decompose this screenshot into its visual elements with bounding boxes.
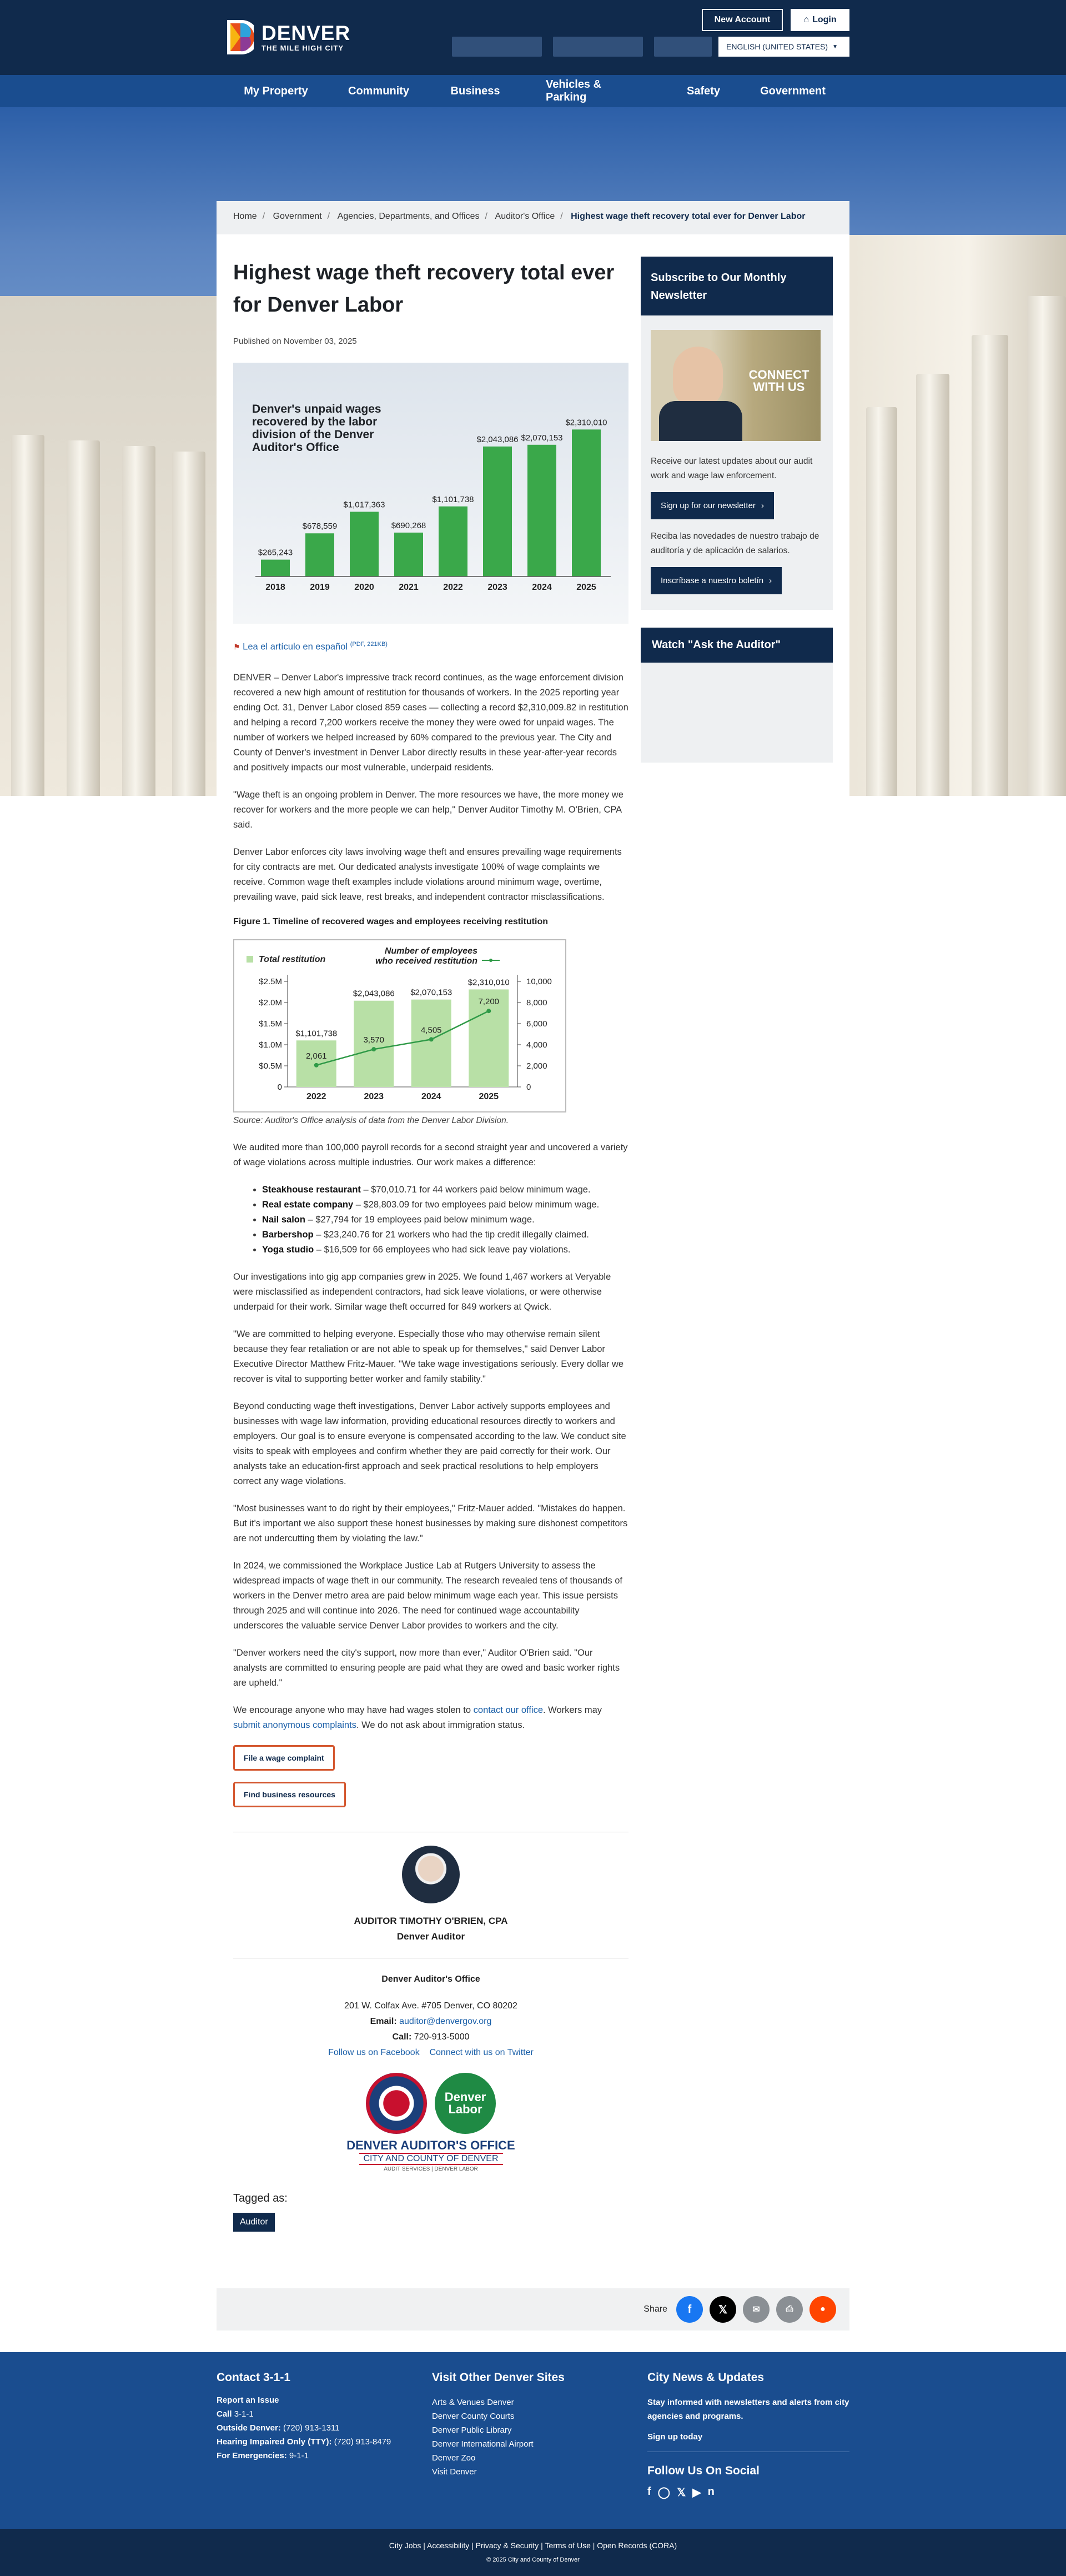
watch-ask-auditor[interactable]: Watch "Ask the Auditor" — [641, 628, 833, 663]
newsletter-signup-button[interactable]: Sign up for our newsletter › — [651, 492, 774, 519]
header-placeholder — [452, 37, 542, 57]
figure-caption: Source: Auditor's Office analysis of data from the Denver Labor Division. — [233, 1115, 509, 1125]
footer-social-title: Follow Us On Social — [647, 2464, 760, 2477]
bar-value-label: $1,101,738 — [295, 1028, 338, 1038]
subscribe-title: Subscribe to Our Monthly Newsletter — [641, 257, 833, 315]
emergency-link[interactable]: 9-1-1 — [289, 2451, 309, 2460]
office-logos — [233, 2073, 628, 2172]
bar-value-label: $2,070,153 — [521, 433, 563, 443]
y-left-tick-label: $1.5M — [259, 1019, 282, 1029]
article-paragraph: We audited more than 100,000 payroll records for a second straight year and uncovered a variety of wage violations across multiple industries. Our work makes a difference: — [233, 1142, 628, 1167]
reddit-share-icon[interactable]: ● — [809, 2296, 836, 2323]
footer-contact-title: Contact 3-1-1 — [217, 2371, 291, 2384]
article-paragraph: DENVER – Denver Labor's impressive track record continues, as the wage enforcement division recovered a new high amount of restitution for thousands of workers. In the 2025 reporting year ending Oct. 31, Denver Labor closed 859 cases — collecting a record $2,310,009.82 in restitution and helping a record 7,200 workers receive the money they were owed for unpaid wages. The number of workers we helped increased by 60% compared to the previous year. The City and County of Denver's investment in Denver Labor directly results in these year-after-year records and positively impacts our most vulnerable, underpaid residents. — [233, 672, 628, 773]
login-button[interactable] — [791, 9, 849, 31]
y-left-tick-label: $1.0M — [259, 1040, 282, 1050]
sidebar — [641, 257, 833, 2232]
city-seal-icon — [366, 2073, 427, 2134]
outside-denver-link[interactable]: (720) 913-1311 — [283, 2423, 340, 2433]
x-tick-label: 2023 — [487, 583, 507, 592]
share-bar — [217, 2288, 849, 2331]
bar-value-label: $265,243 — [258, 548, 293, 558]
y-left-tick-label: $2.5M — [259, 976, 282, 986]
bar-value-label: $2,310,010 — [467, 977, 510, 987]
tty-link[interactable]: (720) 913-8479 — [334, 2437, 391, 2447]
wages-bar-chart — [233, 363, 628, 624]
chart-bar — [394, 533, 423, 577]
chart-bar — [527, 445, 556, 577]
auditor-profile — [233, 1846, 628, 1944]
article-paragraph: In 2024, we commissioned the Workplace Justice Lab at Rutgers University to assess the widespread impacts of wage theft in our community. The research revealed tens of thousands of workers in the Denver metro area are paid below minimum wage each year. This issue persists through 2025 and will continue into 2026. The need for continued wage accountability underscores the valuable service Denver Labor provides to workers and the city. — [233, 1560, 623, 1631]
footer-bottom — [0, 2529, 1066, 2576]
bar-value-label: $678,559 — [302, 522, 338, 532]
x-tick-label: 2018 — [265, 583, 285, 592]
x-tick-label: 2022 — [443, 583, 463, 592]
denver-logo-icon — [225, 19, 254, 56]
office-contact — [233, 1972, 628, 2061]
footer-site-link[interactable]: Denver County Courts — [432, 2412, 515, 2421]
auditor-name: AUDITOR TIMOTHY O'BRIEN, CPA — [354, 1915, 508, 1926]
nav-government[interactable]: Government — [760, 84, 826, 97]
office-email-row: Email: auditor@denvergov.org — [370, 2016, 492, 2026]
contact-office-link[interactable]: contact our office — [473, 1705, 544, 1715]
legend-point — [489, 959, 492, 962]
chevron-right-icon: › — [769, 576, 772, 585]
footer-contact: Contact 3-1-1 Report an Issue Call 3-1-1 Outside Denver: (720) 913-1311 Hearing Impaired Only (TTY): (720) 913-8479 For Emergencies: 9-1-1 — [217, 2371, 405, 2463]
newsletter-signup-es-button[interactable]: Inscríbase a nuestro boletín › — [651, 567, 782, 594]
report-issue-link[interactable]: Report an Issue — [217, 2395, 279, 2405]
call-311-link[interactable]: 3-1-1 — [234, 2409, 254, 2419]
line-point — [371, 1047, 376, 1051]
email-share-icon[interactable]: ✉ — [743, 2296, 770, 2323]
spanish-article-link[interactable]: Lea el artículo en español — [243, 642, 348, 652]
instagram-icon[interactable]: ◯ — [657, 2487, 671, 2499]
x-tick-label: 2025 — [479, 1091, 499, 1101]
list-item: • Nail salon – $27,794 for 19 employees paid below minimum wage. — [262, 1212, 628, 1227]
x-tick-label: 2023 — [364, 1091, 384, 1101]
file-wage-complaint-button[interactable]: File a wage complaint — [233, 1745, 335, 1771]
article-paragraph: We encourage anyone who may have had wages stolen to contact our office. Workers may submit anonymous complaints. We do not ask about immigration status. — [233, 1705, 602, 1730]
breadcrumb-home[interactable]: Home — [233, 212, 257, 221]
youtube-icon[interactable]: ▶ — [692, 2487, 701, 2499]
article-paragraph: Beyond conducting wage theft investigations, Denver Labor actively supports employees and businesses with wage law information, providing educational resources directly to workers and employers. Our goal is to ensure everyone is compensated according to the law. We conduct site visits to speak with employees and confirm whether they are paid correctly for their work. Our analysts take an education-first approach and seek practical resolutions to help employers correct any wage violations. — [233, 1401, 626, 1486]
nav-vehicles-parking[interactable]: Vehicles & Parking — [546, 78, 602, 103]
published-date: Published on November 03, 2025 — [233, 337, 357, 346]
language-select[interactable] — [718, 37, 849, 57]
signup-today-link[interactable]: Sign up today — [647, 2432, 703, 2442]
tag-auditor[interactable]: Auditor — [233, 2213, 275, 2232]
x-icon[interactable]: 𝕏 — [677, 2487, 686, 2499]
language-label: ENGLISH (UNITED STATES) — [726, 42, 828, 51]
print-share-icon[interactable]: ⎙ — [776, 2296, 803, 2323]
site-header — [0, 0, 1066, 75]
footer-site-link[interactable]: Denver Public Library — [432, 2425, 512, 2435]
footer-site-link[interactable]: Arts & Venues Denver — [432, 2398, 514, 2407]
nextdoor-icon[interactable]: n — [707, 2485, 715, 2498]
y-right-tick-label: 4,000 — [526, 1040, 547, 1050]
y-left-tick-label: 0 — [277, 1082, 282, 1092]
footer-news-title: City News & Updates — [647, 2371, 765, 2384]
social-links-row — [233, 2045, 628, 2061]
x-tick-label: 2024 — [421, 1091, 441, 1101]
timeline-chart-svg — [234, 940, 565, 1111]
email-link[interactable]: auditor@denvergov.org — [399, 2016, 492, 2026]
bar-value-label: $2,043,086 — [353, 989, 395, 999]
article-paragraph: Our investigations into gig app companies grew in 2025. We found 1,467 workers at Veryable were misclassified as independent contractors, had sick leave violations, or were otherwise underpaid for their work. Similar wage theft occurred for 849 workers at Qwick. — [233, 1271, 611, 1312]
x-share-icon[interactable]: 𝕏 — [710, 2296, 736, 2323]
article-paragraph: "We are committed to helping everyone. Especially those who may otherwise remain silent because they fear retaliation or are not able to speak up for themselves," said Denver Labor Executive Director Matthew Fritz-Mauer. "We take wage investigations seriously. Every dollar we recover is vital to supporting better worker and family stability." — [233, 1329, 624, 1384]
content-card — [217, 201, 849, 2232]
line-value-label: 4,505 — [420, 1025, 442, 1035]
nav-business[interactable]: Business — [450, 84, 500, 97]
find-business-resources-button[interactable]: Find business resources — [233, 1782, 346, 1807]
y-left-tick-label: $2.0M — [259, 998, 282, 1008]
x-tick-label: 2021 — [399, 583, 419, 592]
chart-title: Denver's unpaid wages recovered by the labor division of the Denver Auditor's Office — [252, 403, 381, 454]
chevron-right-icon: › — [761, 501, 764, 510]
office-title: Denver Auditor's Office — [381, 1974, 480, 1984]
y-right-tick-label: 6,000 — [526, 1019, 547, 1029]
denver-logo[interactable] — [225, 19, 350, 56]
nav-safety[interactable]: Safety — [686, 84, 721, 97]
y-right-tick-label: 8,000 — [526, 998, 547, 1008]
bar-value-label: $2,043,086 — [476, 434, 519, 444]
newsletter-photo — [651, 330, 821, 441]
line-value-label: 2,061 — [305, 1051, 327, 1061]
logo-subtitle: THE MILE HIGH CITY — [262, 43, 344, 52]
pdf-icon: ⚑ — [233, 642, 240, 651]
login-label: Login — [812, 15, 837, 24]
breadcrumb-auditors-office[interactable]: Auditor's Office — [495, 212, 555, 221]
article-paragraph: Denver Labor enforces city laws involving wage theft and ensures prevailing wage requirements for city contracts are met. Our dedicated analysts investigate 100% of wage complaints we receive. Common wage theft examples include violations around minimum wage, overtime, prevailing wave, paid sick leave, rest breaks, and independent contractor misclassifications. — [233, 846, 622, 902]
anonymous-complaints-link[interactable]: submit anonymous complaints — [233, 1720, 356, 1730]
article — [233, 257, 628, 2232]
newsletter-text-en: Receive our latest updates about our audit work and wage law enforcement. — [651, 457, 813, 480]
logo-title: DENVER — [262, 21, 351, 44]
x-tick-label: 2020 — [354, 583, 374, 592]
chart-bar — [305, 533, 334, 577]
footer-news — [647, 2371, 849, 2499]
timeline-chart — [233, 939, 566, 1112]
copyright: © 2025 City and County of Denver — [486, 2557, 580, 2563]
line-point — [429, 1037, 434, 1041]
breadcrumb: Home / Government / Agencies, Departments, and Offices / Auditor's Office / Highest wage theft recovery total ever for Denver Labor — [217, 201, 849, 234]
auditor-avatar — [402, 1846, 460, 1903]
y-right-tick-label: 2,000 — [526, 1061, 547, 1071]
legend-label: Number of employees — [384, 946, 477, 956]
watch-panel — [641, 663, 833, 763]
line-point — [486, 1009, 491, 1013]
legend-swatch — [247, 956, 253, 963]
x-tick-label: 2024 — [532, 583, 552, 592]
footer-bottom-links[interactable]: City Jobs | Accessibility | Privacy & Security | Terms of Use | Open Records (CORA) — [389, 2541, 677, 2550]
y-right-tick-label: 10,000 — [526, 976, 552, 986]
footer-news-text: Stay informed with newsletters and alerts from city agencies and programs. — [647, 2398, 849, 2421]
list-item: • Yoga studio – $16,509 for 66 employees who had sick leave pay violations. — [262, 1242, 628, 1257]
figure-title: Figure 1. Timeline of recovered wages and employees receiving restitution — [233, 916, 548, 926]
footer-sites — [432, 2371, 621, 2479]
main-nav — [0, 75, 1066, 107]
wages-bar-chart-svg — [233, 363, 628, 624]
subscribe-panel — [641, 315, 833, 610]
denver-labor-seal: Denver Labor — [435, 2073, 496, 2134]
auditor-logo-line2: CITY AND COUNTY OF DENVER — [359, 2153, 503, 2165]
legend-label: who received restitution — [375, 956, 477, 966]
chart-bar — [572, 429, 601, 577]
breadcrumb-current: Highest wage theft recovery total ever for Denver Labor — [571, 212, 806, 221]
auditor-logo-line1: DENVER AUDITOR'S OFFICE — [346, 2138, 515, 2152]
list-item: • Steakhouse restaurant – $70,010.71 for 44 workers paid below minimum wage. — [262, 1182, 628, 1197]
breadcrumb-government[interactable]: Government — [273, 212, 322, 221]
footer-site-link[interactable]: Denver International Airport — [432, 2439, 534, 2449]
page-title: Highest wage theft recovery total ever for Denver Labor — [233, 261, 615, 317]
list-item: • Real estate company – $28,803.09 for two employees paid below minimum wage. — [262, 1197, 628, 1212]
share-label: Share — [643, 2304, 667, 2314]
list-item: • Barbershop – $23,240.76 for 21 workers who had the tip credit illegally claimed. — [262, 1227, 628, 1242]
article-paragraph: "Wage theft is an ongoing problem in Denver. The more resources we have, the more money we recover for workers and the more people we can help," Denver Auditor Timothy M. O'Brien, CPA said. — [233, 789, 623, 830]
line-point — [314, 1063, 319, 1067]
line-value-label: 7,200 — [478, 996, 500, 1006]
auditor-title: Denver Auditor — [396, 1931, 465, 1942]
line-value-label: 3,570 — [363, 1035, 385, 1045]
x-tick-label: 2022 — [306, 1091, 326, 1101]
spanish-link-row — [233, 637, 628, 655]
facebook-share-icon[interactable]: f — [676, 2296, 703, 2323]
violations-list — [262, 1182, 628, 1257]
chevron-down-icon: ▼ — [832, 43, 838, 50]
bar-value-label: $2,310,010 — [565, 418, 607, 428]
bar-value-label: $690,268 — [391, 520, 426, 530]
nav-community[interactable]: Community — [348, 84, 409, 97]
facebook-link[interactable]: Follow us on Facebook — [328, 2047, 420, 2057]
header-placeholder — [553, 37, 643, 57]
y-right-tick-label: 0 — [526, 1082, 531, 1092]
footer-sites-title: Visit Other Denver Sites — [432, 2371, 565, 2384]
footer-site-link[interactable]: Visit Denver — [432, 2467, 477, 2477]
pdf-meta: (PDF, 221KB) — [350, 641, 388, 648]
chart-bar — [261, 560, 290, 577]
twitter-link[interactable]: Connect with us on Twitter — [429, 2047, 534, 2057]
chart-bar — [350, 512, 379, 577]
breadcrumb-agencies[interactable]: Agencies, Departments, and Offices — [337, 212, 480, 221]
series-line — [316, 1011, 489, 1065]
article-paragraph: "Denver workers need the city's support, now more than ever," Auditor O'Brien said. "Our analysts are committed to ensuring people are paid what they are owed and basic worker rights are upheld." — [233, 1647, 620, 1688]
office-phone-row: Call: 720-913-5000 — [392, 2032, 470, 2042]
bar-value-label: $2,070,153 — [410, 988, 452, 998]
chart-bar — [439, 507, 467, 577]
x-tick-label: 2019 — [310, 583, 330, 592]
nav-my-property[interactable]: My Property — [244, 84, 308, 97]
bar-value-label: $1,017,363 — [343, 500, 385, 510]
auditor-logo-line3: AUDIT SERVICES | DENVER LABOR — [384, 2166, 478, 2172]
newsletter-text-es: Reciba las novedades de nuestro trabajo de auditoría y de aplicación de salarios. — [651, 532, 819, 555]
home-icon: ⌂ — [803, 15, 809, 24]
x-tick-label: 2025 — [576, 583, 596, 592]
legend-label: Total restitution — [259, 954, 326, 964]
connect-overlay: CONNECT WITH US — [748, 368, 809, 394]
office-address: 201 W. Colfax Ave. #705 Denver, CO 80202 — [344, 2001, 517, 2011]
chart-bar — [483, 447, 512, 577]
article-paragraph: "Most businesses want to do right by their employees," Fritz-Mauer added. "Mistakes do happen. But it's important we also support these honest businesses by making sure dishonest competitors are not undercutting them by violating the law." — [233, 1503, 628, 1543]
new-account-button[interactable]: New Account — [702, 9, 783, 31]
bar-value-label: $1,101,738 — [432, 494, 474, 504]
facebook-icon[interactable]: f — [647, 2485, 651, 2498]
footer-site-link[interactable]: Denver Zoo — [432, 2453, 476, 2463]
site-footer — [0, 2352, 1066, 2529]
tagged-label: Tagged as: — [233, 2192, 288, 2204]
y-left-tick-label: $0.5M — [259, 1061, 282, 1071]
header-placeholder — [654, 37, 712, 57]
chart-bar — [411, 999, 451, 1086]
